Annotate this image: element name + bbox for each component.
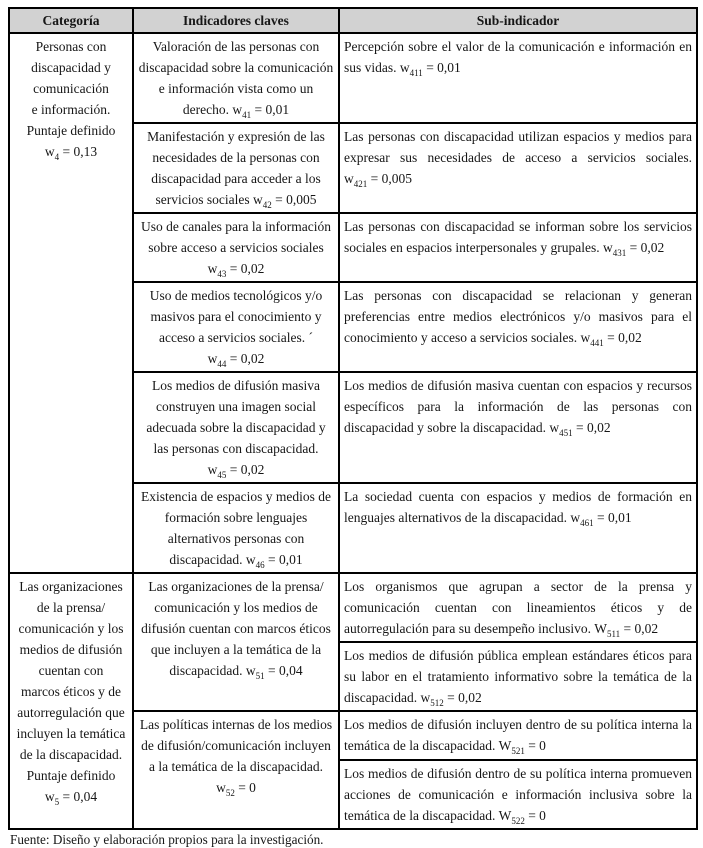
category-line: Puntaje definido [26,123,116,138]
weight-subscript: 451 [559,428,573,438]
weight-value: = 0,02 [623,621,659,636]
category-line: marcos éticos y de [20,684,122,699]
header-categoria: Categoría [9,8,133,33]
subindicator-weight-formula [594,621,659,639]
weight-subscript: 521 [511,746,525,756]
weight-value: = 0,005 [370,171,412,186]
weight-value: = 0,04 [267,663,303,678]
weight-value: = 0 [528,808,546,823]
weight-variable: w [252,192,263,207]
indicator-text: Existencia de espacios y medios de formación sobre lenguajes alternativos personas con discapacidad. [140,489,332,567]
subindicator-text: Las personas con discapacidad utilizan espacios y medios para expresar sus necesidades de acceso a servicios sociales. [344,129,692,165]
weight-variable: w [44,789,55,804]
weight-value: = 0,01 [267,552,303,567]
subindicator-text: Los medios de difusión dentro de su política interna promueven acciones de comunicación e información inclusiva sobre la temática de la discapacidad. [344,766,692,823]
category-line: Puntaje definido [26,768,116,783]
weight-subscript: 5 [54,797,60,807]
weight-value: = 0,02 [607,330,642,345]
table-row [9,573,697,642]
weight-variable: w [207,351,218,366]
subindicator-weight-formula [344,171,412,189]
indicator-text: Las políticas internas de los medios de difusión/comunicación incluyen a la temática de la discapacidad. [139,717,333,774]
weight-variable: w [245,663,256,678]
indicator-text: Manifestación y expresión de las necesidades de la personas con discapacidad para acceder a los servicios sociales [147,129,325,207]
category-weight-formula [14,141,128,162]
subindicator-text: Las personas con discapacidad se informan sobre los servicios sociales en espacios interpersonales y grupales. [344,219,692,255]
category-line: Personas con [35,39,107,54]
subindicator-text: Los organismos que agrupan a sector de la prensa y comunicación cuentan con lineamientos éticos y de autorregulación para su desempeño inclusivo. [344,579,692,636]
subindicator-weight-formula [420,690,482,708]
subindicator-cell-451 [339,372,697,483]
indicator-cell-42 [133,123,339,213]
weight-subscript: 52 [225,788,235,798]
indicator-weight-formula [252,192,317,210]
indicator-cell-45 [133,372,339,483]
indicator-weight-formula [232,102,290,120]
weight-variable: w [399,60,410,75]
subindicator-cell-421 [339,123,697,213]
subindicator-text: Los medios de difusión incluyen dentro de su política interna la temática de la discapacidad. [344,717,692,753]
weight-subscript: 421 [353,179,368,189]
weight-value: = 0,02 [629,240,665,255]
indicator-cell-51 [133,573,339,711]
subindicator-cell-441 [339,282,697,372]
subindicator-cell-431 [339,213,697,282]
subindicator-weight-formula [498,808,546,826]
subindicator-cell-521 [339,711,697,760]
weight-variable: W [594,621,607,636]
weight-value: = 0,02 [229,462,265,477]
weight-subscript: 41 [242,110,252,120]
category-line: de la prensa/ [36,600,106,615]
weight-value: = 0,01 [254,102,290,117]
weight-variable: w [207,462,218,477]
category-line: Las organizaciones [19,579,123,594]
category-weight-formula [14,786,128,807]
category-line: de la discapacidad. [19,747,123,762]
indicator-weight-formula [245,663,303,681]
category-line: incluyen la temática [16,726,126,741]
weight-variable: w [420,690,431,705]
category-line: medios de difusión [19,642,123,657]
indicator-weight-formula [138,348,334,369]
weight-value: = 0 [528,738,546,753]
weight-value: = 0,02 [229,351,265,366]
header-sub-indicador: Sub-indicador [339,8,697,33]
category-line: autorregulación que [17,705,125,720]
subindicator-cell-522 [339,760,697,829]
subindicator-cell-461 [339,483,697,573]
subindicator-weight-formula [549,420,611,438]
category-line: discapacidad y [31,60,111,75]
indicators-table [8,7,698,830]
weight-variable: w [344,171,354,186]
category-line: cuentan con [38,663,104,678]
category-line: e información. [31,102,111,117]
weight-subscript: 43 [217,269,227,279]
weight-subscript: 431 [612,248,627,258]
weight-subscript: 4 [54,152,60,162]
category-line: comunicación [33,81,109,96]
weight-value: = 0,02 [229,261,265,276]
weight-subscript: 522 [511,816,525,826]
indicator-weight-formula [138,459,334,480]
header-indicadores-claves: Indicadores claves [133,8,339,33]
weight-subscript: 511 [606,629,621,639]
indicator-weight-formula [245,552,303,570]
indicator-cell-41 [133,33,339,123]
weight-variable: w [570,510,581,525]
indicator-text: Uso de canales para la información sobre acceso a servicios sociales [140,219,332,255]
weight-subscript: 45 [217,470,227,480]
subindicator-weight-formula [580,330,642,348]
weight-subscript: 411 [409,68,423,78]
weight-value: = 0,13 [62,144,98,159]
weight-subscript: 44 [217,359,227,369]
weight-variable: w [44,144,55,159]
indicator-cell-43 [133,213,339,282]
subindicator-text: La sociedad cuenta con espacios y medios de formación en lenguajes alternativos de la discapacidad. [344,489,692,525]
category-cell-5 [9,573,133,829]
indicator-weight-formula [138,777,334,798]
subindicator-text: Los medios de difusión masiva cuentan con espacios y recursos específicos para la información de las personas con discapacidad y sobre la discapacidad. [344,378,692,435]
subindicator-text: Las personas con discapacidad se relacionan y generan preferencias entre medios electrónicos y/o masivos para el conocimiento y acceso a servicios sociales. [344,288,692,345]
table-row [9,33,697,123]
weight-variable: w [580,330,591,345]
indicator-weight-formula [138,258,334,279]
indicator-text: Uso de medios tecnológicos y/o masivos para el conocimiento y acceso a servicios sociales. ´ [149,288,323,345]
weight-variable: W [498,808,512,823]
subindicator-text: Los medios de difusión pública emplean estándares éticos para su labor en el tratamiento informativo sobre la temática de la discapacidad. [344,648,692,705]
category-cell-4 [9,33,133,573]
weight-value: = 0,02 [576,420,611,435]
weight-variable: w [245,552,256,567]
indicator-cell-46 [133,483,339,573]
weight-subscript: 46 [255,560,265,570]
weight-value: = 0,01 [597,510,632,525]
weight-subscript: 42 [262,200,272,210]
subindicator-weight-formula [399,60,461,78]
source-note: Fuente: Diseño y elaboración propios para la investigación. [10,832,324,847]
weight-variable: w [216,780,226,795]
weight-value: = 0 [238,780,256,795]
weight-subscript: 51 [255,671,265,681]
weight-subscript: 512 [430,698,444,708]
weight-variable: w [207,261,218,276]
indicator-text: Las organizaciones de la prensa/ comunicación y los medios de difusión cuentan con marcos éticos que incluyen a la temática de la discapacidad. [141,579,331,678]
subindicator-cell-411 [339,33,697,123]
subindicator-weight-formula [498,738,546,756]
subindicator-weight-formula [570,510,632,528]
indicator-text: Valoración de las personas con discapacidad sobre la comunicación e información vista como un derecho. [138,39,334,117]
indicator-cell-44 [133,282,339,372]
subindicator-cell-511 [339,573,697,642]
weight-value: = 0,02 [447,690,482,705]
table-header-row [9,8,697,33]
weight-subscript: 461 [580,518,594,528]
category-line: comunicación y los [18,621,124,636]
indicator-cell-52 [133,711,339,829]
weight-variable: w [232,102,243,117]
subindicator-text: Percepción sobre el valor de la comunicación e información en sus vidas. [344,39,692,75]
weight-subscript: 441 [590,338,604,348]
weight-variable: w [549,420,560,435]
weight-value: = 0,005 [275,192,317,207]
subindicator-weight-formula [603,240,665,258]
weight-value: = 0,01 [426,60,461,75]
weight-variable: W [498,738,512,753]
subindicator-cell-512 [339,642,697,711]
weight-variable: w [603,240,613,255]
indicator-text: Los medios de difusión masiva construyen una imagen social adecuada sobre la discapacidad y las personas con discapacidad. [146,378,326,456]
weight-value: = 0,04 [62,789,98,804]
